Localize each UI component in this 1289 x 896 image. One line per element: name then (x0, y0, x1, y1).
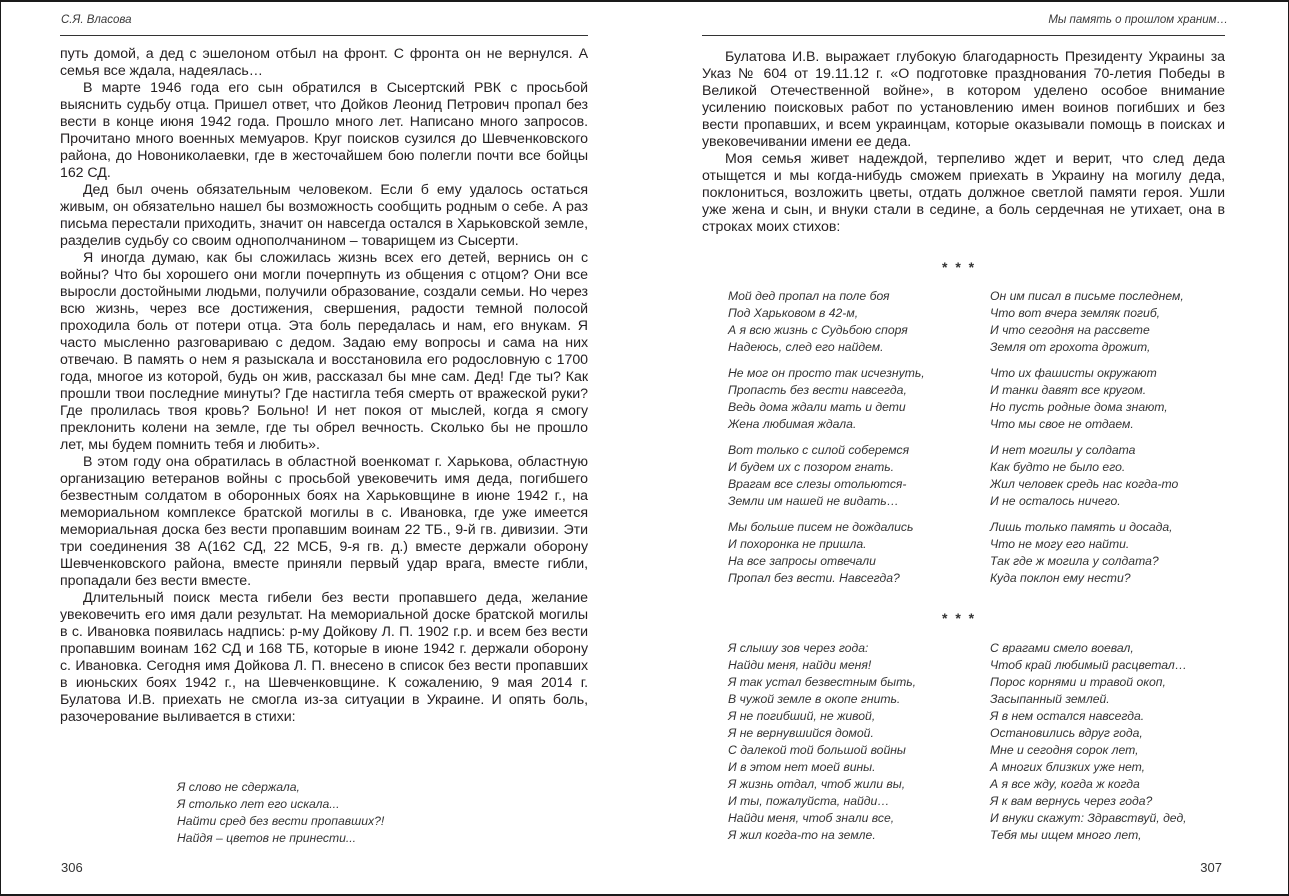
verse-line: Мне и сегодня сорок лет, (990, 743, 1139, 757)
verse-line: Куда поклон ему нести? (990, 571, 1131, 585)
verse-line: А многих близких уже нет, (990, 760, 1146, 774)
stanza (728, 288, 925, 356)
verse-line: И ты, пожалуйста, найди… (728, 794, 890, 808)
paragraph: В марте 1946 года его сын обратился в Сысертский РВК с просьбой выяснить судьбу отца. Пришел ответ, что Дойков Леонид Петрович пропал без вести в конце июня 1942 года. Прошло много лет. Написано много запросов. Прочитано много военных мемуаров. Круг поисков сузился до Шевченковского района, до Новониколаевки, где в жесточайшем бою полегли почти все бойцы 162 СД. (60, 80, 588, 181)
verse-line: Жена любимая ждала. (728, 417, 857, 431)
verse-line: Врагам все слезы отольются- (728, 477, 907, 491)
header-rule (60, 35, 588, 36)
verse-line: Найдя – цветов не принести... (177, 831, 357, 845)
verse-line: Жил человек средь нас когда-то (990, 477, 1179, 491)
page-number: 307 (1200, 860, 1222, 875)
verse-line: Чтоб край любимый расцветал… (990, 658, 1187, 672)
verse-line: Мы больше писем не дождались (728, 520, 914, 534)
verse-line: Остановились вдруг года, (990, 726, 1143, 740)
verse-line: С врагами смело воевал, (990, 641, 1134, 655)
stanza (990, 519, 1184, 587)
verse-line: Но пусть родные дома знают, (990, 400, 1168, 414)
section-separator: * * * (942, 259, 977, 275)
paragraph: В этом году она обратилась в областной военкомат г. Харькова, областную организацию ветеранов войны с просьбой увековечить имя деда, погибшего безвестным солдатом в оборонных боях на Харьковщине в июне 1942 г., на мемориальном комплексе братской могилы в с. Ивановка, где уже имеется мемориальная доска без вести пропавшим воинам 22 ТБ., 9-й гв. дивизии. Эти три соединения 38 А(162 СД, 22 МСБ, 9-я гв. д.) вместе держали оборону Шевченковского района, вместе приняли первый удар врага, вместе гибли, пропадали без вести вместе. (60, 454, 588, 589)
verse-line: Что их фашисты окружают (990, 366, 1157, 380)
verse-line: И что сегодня на рассвете (990, 323, 1150, 337)
paragraph: Дед был очень обязательным человеком. Если б ему удалось остаться живым, он обязательно нашел бы возможность сообщить родным о себе. А раз письма перестали приходить, значит он навсегда остался в Харьковской земле, разделив судьбу со своим однополчанином – товарищем из Сысерти. (60, 182, 588, 249)
verse-line: Порос корнями и травой окоп, (990, 675, 1166, 689)
stanza (990, 442, 1184, 510)
verse-line: Найди меня, найди меня! (728, 658, 872, 672)
verse-line: Лишь только память и досада, (990, 520, 1173, 534)
verse-line: Я так устал безвестным быть, (728, 675, 917, 689)
verse-line: С далекой той большой войны (728, 743, 906, 757)
verse-line: Найти сред без вести пропавших?! (177, 814, 385, 828)
paragraph: путь домой, а дед с эшелоном отбыл на фронт. С фронта он не вернулся. А семья все ждала, надеялась… (60, 46, 588, 79)
paragraph: Булатова И.В. выражает глубокую благодарность Президенту Украины за Указ № 604 от 19.11.12 г. «О подготовке празднования 70-летия Победы в Великой Отечественной войне», в котором уделено особое внимание усилению поисковых работ по установлению имен воинов погибших и без вести пропавших, и всем украинцам, которые оказывали помощь в поисках и увековечивании имени ее деда. (702, 49, 1225, 150)
verse-line: Пропасть без вести навсегда, (728, 383, 907, 397)
verse-line: Я к вам вернусь через года? (990, 794, 1153, 808)
verse-line: И похоронка не пришла. (728, 537, 867, 551)
paragraph: Я иногда думаю, как бы сложилась жизнь всех его детей, вернись он с войны? Что бы хорошего они могли почерпнуть из общения с отцом? Они все выросли достойными людьми, получили образование, создали семьи. Но через всю жизнь, через все достижения, свершения, радости темной полосой проходила боль от потери отца. Эта боль передалась и нам, его внукам. Я часто мысленно разговариваю с дедом. Задаю ему вопросы и сама на них отвечаю. В память о нем я разыскала и восстановила его родословную с 1700 года, многое из которой, будь он жив, рассказал бы мне сам. Дед! Где ты? Как прошли твои последние минуты? Где настигла тебя смерть от вражеской руки? Где пролилась твоя кровь? Больно! И нет покоя от мыслей, когда я смогу преклонить колени на земле, где ты обрел вечность. Сколько бы не прошло лет, мы будем помнить тебя и любить». (60, 250, 588, 453)
verse-line: Я слово не сдержала, (177, 780, 300, 794)
verse-line: Я жизнь отдал, чтоб жили вы, (728, 777, 906, 791)
verse-line: Надеюсь, след его найдем. (728, 340, 884, 354)
verse-line: Вот только с силой соберемся (728, 443, 910, 457)
verse-line: Ведь дома ждали мать и дети (728, 400, 906, 414)
verse-line: Тебя мы ищем много лет, (990, 828, 1142, 842)
verse-line: В чужой земле в окопе гнить. (728, 692, 901, 706)
verse-line: Под Харьковом в 42-м, (728, 306, 859, 320)
stanza (728, 519, 925, 587)
right-body-text (702, 49, 1225, 236)
section-separator: * * * (942, 610, 977, 626)
verse-line: А я все жду, когда ж когда (990, 777, 1140, 791)
running-head-title: Мы память о прошлом храним… (1048, 14, 1228, 26)
page-number: 306 (61, 860, 83, 875)
verse-line: И будем их с позором гнать. (728, 460, 895, 474)
verse-line: И нет могилы у солдата (990, 443, 1136, 457)
stanza (990, 288, 1184, 356)
running-head-author: С.Я. Власова (61, 14, 132, 26)
verse-line: Я слышу зов через года: (728, 641, 869, 655)
verse-line: И не осталось ничего. (990, 494, 1121, 508)
verse-line: Земля от грохота дрожит, (990, 340, 1151, 354)
verse-line: И в этом нет моей вины. (728, 760, 876, 774)
verse-line: На все запросы отвечали (728, 554, 876, 568)
left-poem (177, 779, 384, 847)
verse-line: Засыпанный землей. (990, 692, 1110, 706)
verse-line: Я жил когда-то на земле. (728, 828, 876, 842)
verse-line: Найди меня, чтоб знали все, (728, 811, 895, 825)
verse-line: Не мог он просто так исчезнуть, (728, 366, 925, 380)
header-rule (702, 35, 1225, 36)
poem1-column-left (728, 288, 925, 596)
verse-line: Мой дед пропал на поле боя (728, 289, 890, 303)
verse-line: Я не вернувшийся домой. (728, 726, 874, 740)
verse-line: Я не погибший, не живой, (728, 709, 876, 723)
verse-line: Как будто не было его. (990, 460, 1126, 474)
verse-line: Что не могу его найти. (990, 537, 1130, 551)
stanza (728, 442, 925, 510)
paragraph: Моя семья живет надеждой, терпеливо ждет и верит, что след деда отыщется и мы когда-нибудь сможем приехать в Украину на могилу деда, поклониться, возложить цветы, отдать должное светлой памяти героя. Ушли уже жена и сын, и внуки стали в седине, а боль сердечная не утихает, она в строках моих стихов: (702, 151, 1225, 235)
verse-line: Что мы свое не отдаем. (990, 417, 1134, 431)
verse-line: И внуки скажут: Здравствуй, дед, (990, 811, 1187, 825)
left-body-text (60, 46, 588, 726)
poem1-column-right (990, 288, 1184, 596)
verse-line: И танки давят все кругом. (990, 383, 1147, 397)
poem2-column-left (728, 640, 916, 844)
verse-line: Я в нем остался навсегда. (990, 709, 1145, 723)
stanza (990, 365, 1184, 433)
verse-line: Я столько лет его искала... (177, 797, 340, 811)
verse-line: А я всю жизнь с Судьбою споря (728, 323, 908, 337)
right-page (645, 0, 1289, 896)
verse-line: Пропал без вести. Навсегда? (728, 571, 900, 585)
paragraph: Длительный поиск места гибели без вести пропавшего деда, желание увековечить его имя дали результат. На мемориальной доске братской могилы в с. Ивановка появилась надпись: р-му Дойкову Л. П. 1902 г.р. и всем без вести пропавшим воинам 162 СД и 168 ТБ, которые в июне 1942 г. держали оборону с. Ивановка. Сегодня имя Дойкова Л. П. внесено в список без вести пропавших в июньских боях 1942 г., на Шевченковщине. К сожалению, 9 мая 2014 г. Булатова И.В. приехать не смогла из-за ситуации в Украине. И опять боль, разочерование выливается в стихи: (60, 590, 588, 725)
verse-line: Он им писал в письме последнем, (990, 289, 1184, 303)
verse-line: Земли им нашей не видать… (728, 494, 899, 508)
poem2-column-right (990, 640, 1187, 844)
verse-line: Что вот вчера земляк погиб, (990, 306, 1161, 320)
stanza (728, 365, 925, 433)
verse-line: Так где ж могила у солдата? (990, 554, 1159, 568)
